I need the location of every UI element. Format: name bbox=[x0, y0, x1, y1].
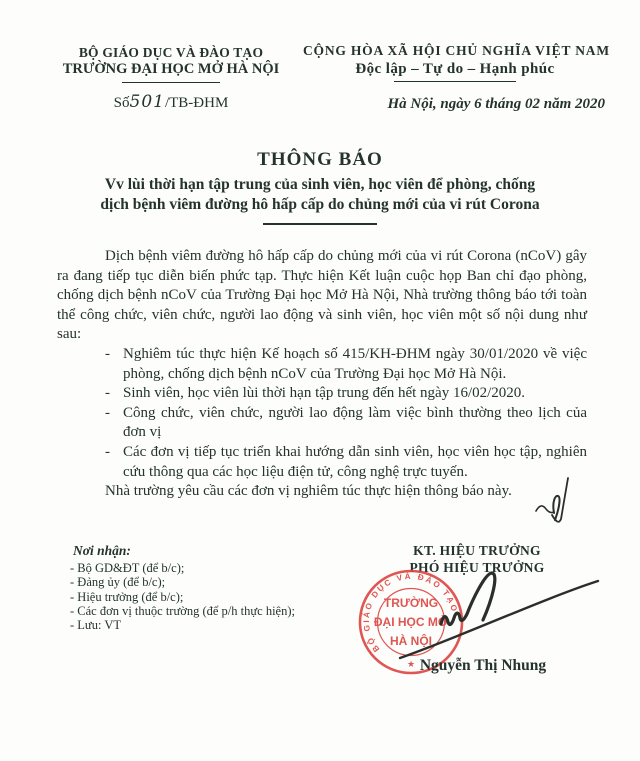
stamp-center-line-2: ĐẠI HỌC MỞ bbox=[373, 615, 449, 629]
national-title: CỘNG HÒA XÃ HỘI CHỦ NGHĨA VIỆT NAM bbox=[303, 43, 610, 58]
signer-title-line-2: PHÓ HIỆU TRƯỞNG bbox=[409, 559, 545, 575]
org-header bbox=[58, 44, 284, 112]
document-number-prefix: Số bbox=[113, 95, 130, 112]
org-underline bbox=[122, 82, 220, 83]
bullet-text: Sinh viên, học viên lùi thời hạn tập trung đến hết ngày 16/02/2020. bbox=[123, 385, 526, 402]
recipients-block bbox=[70, 543, 340, 632]
bullet-dash: - bbox=[105, 404, 110, 421]
document-number-handwritten: 501 bbox=[129, 92, 165, 113]
motto-underline bbox=[394, 81, 516, 82]
recipient-item: - Bộ GD&ĐT (để b/c); bbox=[70, 561, 185, 575]
bullet-text: Các đơn vị tiếp tục triển khai hướng dẫn sinh viên, học viên học tập, nghiên cứu thông qua các học liệu điện tử, công nghệ trực tuyến. bbox=[123, 443, 587, 480]
stamp-center-line-3: HÀ NỘI bbox=[390, 634, 432, 648]
stamp-star-icon: ★ bbox=[406, 659, 416, 669]
document-body bbox=[57, 247, 587, 502]
subject-line-1: Vv lùi thời hạn tập trung của sinh viên, học viên để phòng, chống bbox=[104, 176, 536, 193]
recipients-heading: Nơi nhận: bbox=[73, 543, 131, 558]
document-number-suffix: /TB-ĐHM bbox=[164, 95, 229, 112]
bullet-dash: - bbox=[105, 345, 110, 362]
signer-title-line-1: KT. HIỆU TRƯỞNG bbox=[413, 543, 541, 558]
title-block bbox=[0, 149, 640, 225]
list-item bbox=[57, 443, 587, 482]
document-subject bbox=[0, 175, 640, 214]
stamp-center-line-1: TRƯỜNG bbox=[383, 596, 439, 610]
recipient-item: - Lưu: VT bbox=[70, 618, 121, 633]
signer-name: Nguyễn Thị Nhung bbox=[419, 657, 547, 674]
recipient-item: - Hiệu trưởng (để b/c); bbox=[70, 589, 184, 604]
opening-paragraph: Dịch bệnh viêm đường hô hấp cấp do chủng mới của vi rút Corona (nCoV) gây ra đang tiếp tục diễn biến phức tạp. Thực hiện Kết luận cuộc họp Ban chỉ đạo phòng, chống dịch bệnh nCoV của Trường Đại học Mở Hà Nội, Nhà trường thông báo tới toàn thể công chức, viên chức, người lao động và sinh viên, học viên một số nội dung như sau: bbox=[57, 248, 587, 343]
list-item bbox=[57, 384, 587, 404]
ministry-name: BỘ GIÁO DỤC VÀ ĐÀO TẠO bbox=[78, 45, 264, 60]
recipient-item: - Các đơn vị thuộc trường (để p/h thực hiện); bbox=[70, 603, 295, 618]
bullet-dash: - bbox=[105, 385, 110, 402]
title-underline bbox=[263, 223, 377, 225]
university-name: TRƯỜNG ĐẠI HỌC MỞ HÀ NỘI bbox=[62, 61, 280, 77]
document-title: THÔNG BÁO bbox=[257, 149, 383, 170]
bullet-text: Công chức, viên chức, người lao động làm việc bình thường theo lịch của đơn vị bbox=[123, 404, 587, 441]
bullet-text: Nghiêm túc thực hiện Kế hoạch số 415/KH-ĐHM ngày 30/01/2020 về việc phòng, chống dịch bệnh nCoV của Trường Đại học Mở Hà Nội. bbox=[123, 345, 587, 382]
national-motto: Độc lập – Tự do – Hạnh phúc bbox=[355, 61, 555, 77]
bullet-dash: - bbox=[105, 443, 110, 460]
closing-sentence: Nhà trường yêu cầu các đơn vị nghiêm túc thực hiện thông báo này. bbox=[105, 483, 512, 500]
handwritten-paraph-mark bbox=[533, 473, 577, 527]
document-number bbox=[58, 94, 284, 112]
list-item bbox=[57, 345, 587, 384]
stamp-ring-text: BỘ GIÁO DỤC VÀ ĐÀO TẠO bbox=[361, 571, 460, 654]
place-date-line: Hà Nội, ngày 6 tháng 02 năm 2020 bbox=[387, 96, 605, 113]
national-header bbox=[303, 42, 610, 113]
list-item bbox=[57, 404, 587, 443]
recipient-item: - Đảng ủy (để b/c); bbox=[70, 575, 166, 590]
subject-line-2: dịch bệnh viêm đường hô hấp cấp do chủng mới của vi rút Corona bbox=[100, 195, 540, 213]
